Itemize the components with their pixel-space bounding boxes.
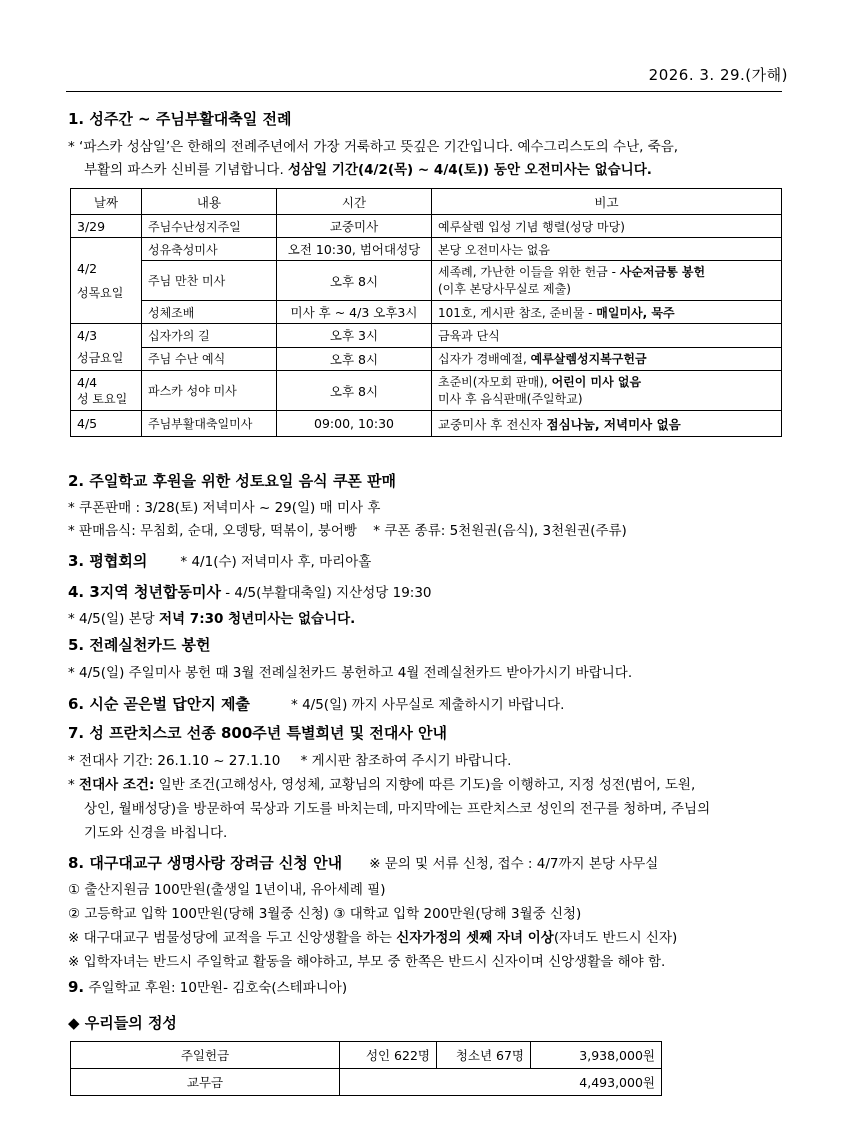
table-row <box>71 215 782 238</box>
row-note <box>432 261 782 301</box>
holy-week-schedule-table <box>70 188 782 437</box>
row-date-day: 성금요일 <box>77 351 124 365</box>
row-note <box>432 347 782 371</box>
section-6-title: 6. 시순 곧은벌 답안지 제출 <box>68 695 250 713</box>
row-content: 주님부활대축일미사 <box>142 411 277 437</box>
row-date-value: 4/3 <box>77 328 98 343</box>
section-7-period: * 전대사 기간: 26.1.10 ~ 27.1.10 <box>68 753 281 769</box>
section-8-line3-tail: (자녀도 반드시 신자) <box>553 930 678 946</box>
section-2-coupon-types: * 쿠폰 종류: 5천원권(음식), 3천원권(주류) <box>373 523 627 539</box>
section-7-line2-star: * <box>68 777 80 793</box>
row-note-text: 세족례, 가난한 이들을 위한 헌금 - <box>438 264 616 279</box>
row-note-sub: (이후 본당사무실로 제출) <box>438 281 571 296</box>
row-date-day: 성 토요일 <box>77 391 128 406</box>
row-note-bold: 점심나눔, 저녁미사 없음 <box>546 416 681 432</box>
row-date: 3/29 <box>71 215 142 238</box>
section-7-line4: 기도와 신경을 바칩니다. <box>84 825 228 841</box>
row-content: 성체조배 <box>142 301 277 324</box>
section-2-line1: * 쿠폰판매 : 3/28(토) 저녁미사 ~ 29(일) 매 미사 후 <box>68 500 381 516</box>
row-content: 성유축성미사 <box>142 238 277 261</box>
row-note-sub: 미사 후 음식판매(주일학교) <box>438 391 583 406</box>
section-4-line1-bold: 저녁 7:30 청년미사는 없습니다. <box>159 611 356 627</box>
section-7-conditions-label: 전대사 조건: <box>79 777 155 793</box>
row-date <box>71 238 142 324</box>
section-1-title: 1. 성주간 ~ 주님부활대축일 전례 <box>68 110 292 128</box>
sunday-offering-amount: 3,938,000원 <box>531 1042 662 1069</box>
row-note-text: 교중미사 후 전신자 <box>438 416 543 432</box>
row-time: 미사 후 ~ 4/3 오후3시 <box>277 301 432 324</box>
section-8-line4: ※ 입학자녀는 반드시 주일학교 활동을 해야하고, 부모 중 한쪽은 반드시 신자이며 신앙생활을 해야 함. <box>68 954 666 970</box>
section-1-note-line2 <box>84 158 652 178</box>
section-4-line1 <box>68 607 355 627</box>
table-row <box>71 301 782 324</box>
row-date: 4/5 <box>71 411 142 437</box>
table-row <box>71 324 782 348</box>
row-content: 파스카 성야 미사 <box>142 371 277 411</box>
section-5-title: 5. 전례실천카드 봉헌 <box>68 636 211 654</box>
offering-title: ◆ 우리들의 정성 <box>68 1014 177 1032</box>
table-row <box>71 261 782 301</box>
header-note: 비고 <box>432 189 782 215</box>
row-note-bold: 어린이 미사 없음 <box>551 374 642 389</box>
section-9-text: 주일학교 후원: 10만원- 김호숙(스테파니아) <box>84 980 348 996</box>
row-note: 금육과 단식 <box>432 324 782 348</box>
section-4-heading <box>68 581 432 602</box>
section-7-board-note: * 게시판 참조하여 주시기 바랍니다. <box>300 753 512 769</box>
offering-table <box>70 1041 662 1096</box>
row-note-text: 초준비(자모회 판매), <box>438 374 548 389</box>
section-2-foods: * 판매음식: 무침회, 순대, 오뎅탕, 떡볶이, 붕어빵 <box>68 523 357 539</box>
section-3 <box>68 550 371 571</box>
sunday-offering-label: 주일헌금 <box>71 1042 340 1069</box>
row-time: 오후 8시 <box>277 347 432 371</box>
row-date-day: 성목요일 <box>77 285 124 300</box>
row-note-bold: 사순저금통 봉헌 <box>619 264 706 279</box>
section-8-heading <box>68 852 658 873</box>
table-row <box>71 1042 662 1069</box>
section-4-title: 4. 3지역 청년합동미사 <box>68 583 221 601</box>
row-date <box>71 371 142 411</box>
section-8-line2: ② 고등학교 입학 100만원(당해 3월중 신청) ③ 대학교 입학 200만원(당해 3월중 신청) <box>68 906 582 922</box>
section-8-line3-bold: 신자가정의 셋째 자녀 이상 <box>396 930 554 946</box>
section-9 <box>68 976 347 996</box>
section-8-title: 8. 대구대교구 생명사랑 장려금 신청 안내 <box>68 854 343 872</box>
header-date: 날짜 <box>71 189 142 215</box>
table-row <box>71 238 782 261</box>
row-time: 교중미사 <box>277 215 432 238</box>
section-8-line3-text: ※ 대구대교구 범물성당에 교적을 두고 신앙생활을 하는 <box>68 930 392 946</box>
row-content: 십자가의 길 <box>142 324 277 348</box>
row-note <box>432 411 782 437</box>
section-7-line2-text: 일반 조건(고해성사, 영성체, 교황님의 지향에 따른 기도)을 이행하고, 지정 성전(범어, 도원, <box>154 777 696 793</box>
section-6-note: * 4/5(일) 까지 사무실로 제출하시기 바랍니다. <box>291 697 565 713</box>
table-row <box>71 411 782 437</box>
section-7-line1 <box>68 749 511 769</box>
row-time: 오후 8시 <box>277 371 432 411</box>
section-5-line1: * 4/5(일) 주일미사 봉헌 때 3월 전례실천카드 봉헌하고 4월 전례실천카드 받아가시기 바랍니다. <box>68 665 633 681</box>
table-row <box>71 371 782 411</box>
section-1-note-line1: * ‘파스카 성삼일’은 한해의 전례주년에서 가장 거룩하고 뜻깊은 기간입니다. 예수그리스도의 수난, 죽음, <box>68 139 679 155</box>
row-time: 오후 3시 <box>277 324 432 348</box>
row-note-bold: 예루살렘성지복구헌금 <box>530 352 647 367</box>
section-4-line1-text: * 4/5(일) 본당 <box>68 611 155 627</box>
table-header-row <box>71 189 782 215</box>
section-3-note: * 4/1(수) 저녁미사 후, 마리아홀 <box>180 554 372 570</box>
youth-count: 청소년 67명 <box>437 1042 531 1069</box>
row-note-bold: 매일미사, 묵주 <box>596 305 675 320</box>
adult-count: 성인 622명 <box>340 1042 437 1069</box>
header-time: 시간 <box>277 189 432 215</box>
section-9-number: 9. <box>68 978 85 996</box>
section-8-line3 <box>68 926 677 946</box>
row-note <box>432 301 782 324</box>
section-7-line2 <box>68 773 695 793</box>
header-content: 내용 <box>142 189 277 215</box>
section-1-note-line2-bold: 성삼일 기간(4/2(목) ~ 4/4(토)) 동안 오전미사는 없습니다. <box>288 162 652 178</box>
section-8-note: ※ 문의 및 서류 신청, 접수 : 4/7까지 본당 사무실 <box>369 856 659 872</box>
row-content: 주님 수난 예식 <box>142 347 277 371</box>
table-row <box>71 347 782 371</box>
section-7-line3: 상인, 월배성당)을 방문하여 묵상과 기도를 바치는데, 마지막에는 프란치스코 성인의 전구를 청하며, 주님의 <box>84 801 711 817</box>
header-divider <box>66 91 782 92</box>
section-2-line2 <box>68 519 627 539</box>
bulletin-date: 2026. 3. 29.(가해) <box>648 66 788 84</box>
row-content: 주님수난성지주일 <box>142 215 277 238</box>
section-7-title: 7. 성 프란치스코 선종 800주년 특별희년 및 전대사 안내 <box>68 724 448 742</box>
section-1-note-line2-text: 부활의 파스카 신비를 기념합니다. <box>84 162 284 178</box>
section-3-title: 3. 평협회의 <box>68 552 148 570</box>
row-note-text: 101호, 게시판 참조, 준비물 - <box>438 305 593 320</box>
row-date-value: 4/4 <box>77 374 98 390</box>
row-time: 09:00, 10:30 <box>277 411 432 437</box>
section-6 <box>68 693 564 714</box>
row-note: 예루살렘 입성 기념 행렬(성당 마당) <box>432 215 782 238</box>
parish-dues-amount: 4,493,000원 <box>340 1069 662 1096</box>
row-date-value: 4/2 <box>77 260 98 276</box>
row-note-text: 십자가 경배예절, <box>438 352 527 367</box>
row-content: 주님 만찬 미사 <box>142 261 277 301</box>
table-row <box>71 1069 662 1096</box>
row-note <box>432 371 782 411</box>
row-time: 오전 10:30, 범어대성당 <box>277 238 432 261</box>
row-time: 오후 8시 <box>277 261 432 301</box>
section-8-line1: ① 출산지원금 100만원(출생일 1년이내, 유아세례 필) <box>68 882 386 898</box>
row-date <box>71 324 142 371</box>
section-2-title: 2. 주일학교 후원을 위한 성토요일 음식 쿠폰 판매 <box>68 472 397 490</box>
row-note: 본당 오전미사는 없음 <box>432 238 782 261</box>
parish-dues-label: 교무금 <box>71 1069 340 1096</box>
section-4-title-detail: - 4/5(부활대축일) 지산성당 19:30 <box>220 585 432 601</box>
